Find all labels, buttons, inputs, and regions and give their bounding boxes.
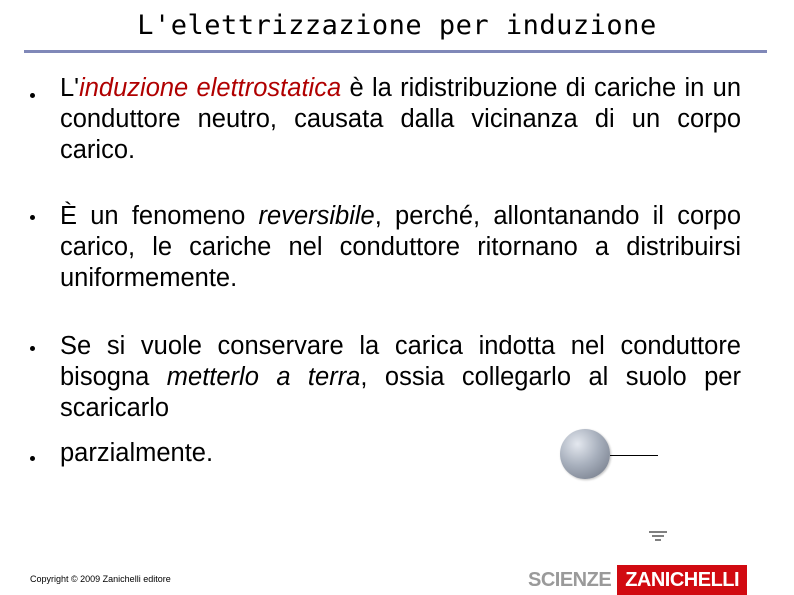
logo-zanichelli: ZANICHELLI xyxy=(617,565,747,595)
bullet-1-term: induzione elettrostatica xyxy=(79,74,342,102)
publisher-logo xyxy=(528,565,747,595)
bullet-2-post: , perché, allontanando il corpo carico, le cariche nel conduttore ritornano a distribuirsi uniformemente. xyxy=(60,202,741,292)
bullet-paragraph-3 xyxy=(60,331,741,424)
conductor-sphere xyxy=(560,429,610,479)
ground-wire xyxy=(610,455,658,456)
bullet-3-post: , ossia collegarlo al suolo per scaricarlo xyxy=(60,363,741,422)
bullet-dot-3 xyxy=(30,346,35,351)
logo-scienze: SCIENZE xyxy=(528,568,612,591)
bullet-1-post: è la ridistribuzione di cariche in un conduttore neutro, causata dalla vicinanza di un corpo carico. xyxy=(60,74,741,164)
bullet-3-term: metterlo a terra xyxy=(166,363,361,391)
bullet-3-pre: Se si vuole conservare la carica indotta nel conduttore bisogna xyxy=(60,332,741,391)
page-title: L'elettrizzazione per induzione xyxy=(137,10,657,41)
bullet-dot-2 xyxy=(30,215,35,220)
copyright-notice: Copyright © 2009 Zanichelli editore xyxy=(30,574,171,584)
bullet-2-pre: È un fenomeno xyxy=(60,202,259,230)
bullet-paragraph-1 xyxy=(60,73,741,166)
bullet-dot-1 xyxy=(30,93,35,98)
bullet-paragraph-4: parzialmente. xyxy=(60,439,214,467)
bullet-dot-4 xyxy=(30,456,35,461)
ground-symbol-icon xyxy=(648,530,668,544)
bullet-paragraph-2 xyxy=(60,201,741,294)
bullet-1-pre: L' xyxy=(60,74,80,102)
bullet-2-term: reversibile xyxy=(258,202,375,230)
title-underline xyxy=(24,50,767,53)
